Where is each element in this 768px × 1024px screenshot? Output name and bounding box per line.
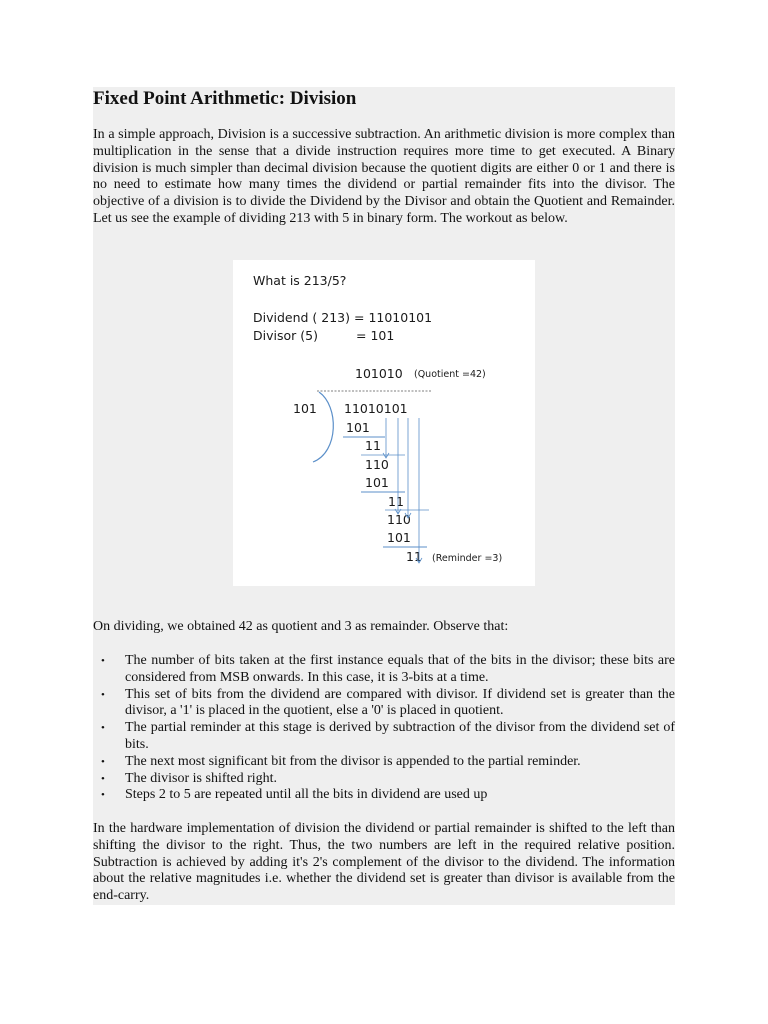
list-item bbox=[93, 720, 675, 754]
division-diagram bbox=[233, 260, 535, 586]
step-row: 11 bbox=[388, 494, 404, 509]
list-item-text: The number of bits taken at the first instance equals that of the bits in the divisor; these bits are considered from MSB onwards. In this case, it is 3-bits at a time. bbox=[125, 653, 675, 685]
divisor-line bbox=[356, 328, 394, 343]
division-workout-figure bbox=[233, 260, 535, 586]
bullet-icon: • bbox=[101, 688, 105, 701]
divisor-label: Divisor (5) bbox=[253, 328, 318, 343]
bullet-icon: • bbox=[101, 772, 105, 785]
quotient-note: (Quotient =42) bbox=[414, 369, 486, 380]
figure-question: What is 213/5? bbox=[253, 273, 347, 288]
bullet-icon: • bbox=[101, 655, 105, 667]
long-dividend: 11010101 bbox=[344, 401, 408, 416]
step-row: 11 bbox=[406, 549, 422, 564]
list-item-text: This set of bits from the dividend are compared with divisor. If dividend set is greater than the divisor, a '1' is placed in the quotient, else a '0' is placed in quotient. bbox=[125, 686, 675, 719]
list-item bbox=[93, 687, 675, 721]
step-row: 101 bbox=[387, 530, 411, 545]
subtraction-lines bbox=[343, 437, 427, 547]
list-item-text: The partial reminder at this stage is derived by subtraction of the divisor from the dividend set of bits. bbox=[125, 720, 675, 752]
divisor-eq: = bbox=[356, 328, 371, 343]
list-item-text: Steps 2 to 5 are repeated until all the bits in dividend are used up bbox=[125, 787, 488, 803]
list-item bbox=[93, 653, 675, 687]
long-divisor: 101 bbox=[293, 401, 317, 416]
list-item-text: The divisor is shifted right. bbox=[125, 770, 278, 786]
step-row: 101 bbox=[365, 475, 389, 490]
list-item bbox=[93, 771, 675, 788]
list-item-text: The next most significant bit from the divisor is appended to the partial reminder. bbox=[125, 753, 581, 769]
dividend-bits: 11010101 bbox=[368, 310, 433, 325]
remainder-note: (Reminder =3) bbox=[432, 553, 503, 564]
dividend-line bbox=[253, 310, 432, 325]
steps-list bbox=[93, 653, 675, 804]
dividend-label: Dividend ( 213) = bbox=[253, 310, 369, 325]
divisor-bits: 101 bbox=[370, 328, 395, 343]
document-page bbox=[93, 87, 675, 905]
quotient-bits: 101010 bbox=[355, 366, 403, 381]
list-item bbox=[93, 754, 675, 771]
step-row: 11 bbox=[365, 438, 381, 453]
bullet-icon: • bbox=[101, 722, 105, 735]
hardware-paragraph: In the hardware implementation of division the dividend or partial remainder is shifted to the left than shifting the divisor to the right. Thus, the two numbers are left in the required relative position. Subtraction is achieved by adding it's 2's complement of the divisor to the dividend. The information about the relative magnitudes i.e. whether the dividend set is greater than divisor is available from the end-carry. bbox=[93, 821, 675, 904]
list-item bbox=[93, 787, 675, 804]
step-row: 101 bbox=[346, 420, 370, 435]
page-title: Fixed Point Arithmetic: Division bbox=[93, 88, 357, 109]
intro-paragraph: In a simple approach, Division is a successive subtraction. An arithmetic division is more complex than multiplication in the sense that a divide instruction requires more time to get executed. A Binary division is much simpler than decimal division because the quotient digits are either 0 or 1 and there is no need to estimate how many times the dividend or partial remainder fits into the divisor. The objective of a division is to divide the Dividend by the Divisor and obtain the Quotient and Remainder. Let us see the example of dividing 213 with 5 in binary form. The workout as below. bbox=[93, 127, 675, 226]
bullet-icon: • bbox=[101, 789, 105, 802]
step-row: 110 bbox=[387, 512, 411, 527]
step-row: 110 bbox=[365, 457, 389, 472]
observe-paragraph: On dividing, we obtained 42 as quotient and 3 as remainder. Observe that: bbox=[93, 619, 509, 634]
bullet-icon: • bbox=[101, 755, 105, 768]
